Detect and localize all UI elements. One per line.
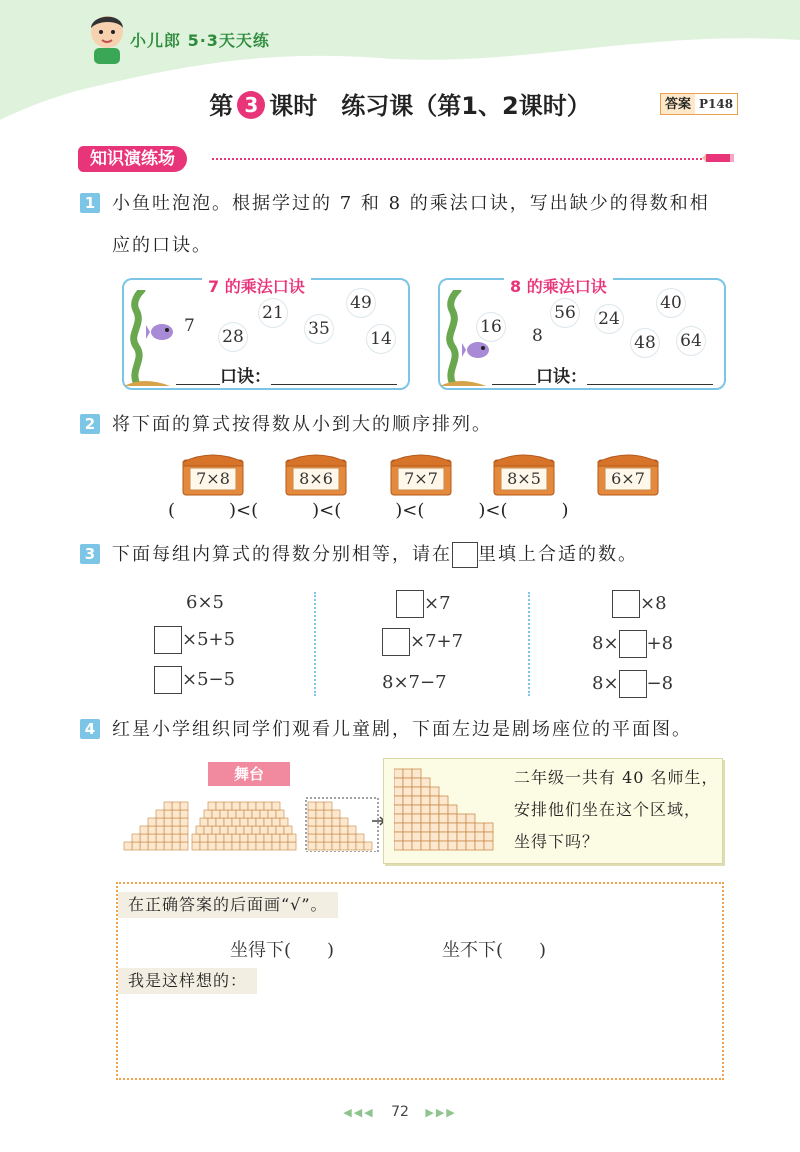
seat-cell (475, 841, 484, 850)
seat-cell (484, 832, 493, 841)
stage-label: 舞台 (208, 762, 290, 786)
seat-cell (421, 823, 430, 832)
boy-mascot-icon (82, 10, 132, 66)
bubble-8: 8 (532, 326, 543, 346)
g3-mid-post: +8 (646, 633, 674, 654)
bubble-48: 48 (630, 328, 660, 358)
section-label: 知识演练场 (78, 146, 187, 172)
bubble-56: 56 (550, 298, 580, 328)
g3-top-row (612, 590, 667, 618)
seat-cell (394, 814, 403, 823)
right-arrows-icon: ▶▶▶ (425, 1106, 457, 1119)
section-divider (212, 158, 702, 160)
koujue-label: 口诀： (220, 367, 271, 387)
panel-7-title: 7 的乘法口诀 (202, 274, 311, 297)
reasoning-writing-area[interactable] (126, 1002, 710, 1070)
seat-cell (412, 769, 421, 778)
g1-bot-expr: ×5−5 (182, 669, 236, 690)
answer-reference-badge (660, 93, 738, 115)
seat-cell (412, 796, 421, 805)
question-number-2: 2 (80, 414, 100, 434)
q1-text-line2: 应的口诀。 (112, 235, 212, 256)
answer-box[interactable] (154, 666, 182, 694)
seat-cell (439, 823, 448, 832)
g1-mid-row (154, 626, 235, 654)
seat-cell (412, 832, 421, 841)
g3-mid-pre: 8× (592, 633, 619, 654)
question-number-3: 3 (80, 544, 100, 564)
seat-cell (412, 814, 421, 823)
seat-cell (394, 805, 403, 814)
panel-8-table (438, 278, 726, 390)
bubble-35: 35 (304, 314, 334, 344)
bubble-14: 14 (366, 324, 396, 354)
answer-blank[interactable] (176, 366, 220, 385)
seat-cell (403, 787, 412, 796)
bubble-40: 40 (656, 288, 686, 318)
seat-cell (448, 841, 457, 850)
panel-8-title: 8 的乘法口诀 (504, 274, 613, 297)
seat-cell (484, 841, 493, 850)
answer-box[interactable] (612, 590, 640, 618)
answer-box[interactable] (382, 628, 410, 656)
koujue-blank[interactable] (587, 366, 713, 385)
brand-title: 小儿郎 5·3天天练 (130, 31, 270, 50)
g2-top-row (396, 590, 451, 618)
seat-cell (394, 841, 403, 850)
seat-cell (448, 814, 457, 823)
title-prefix: 第 (209, 92, 234, 120)
bubble-21: 21 (258, 298, 288, 328)
seat-cell (412, 805, 421, 814)
left-arrows-icon: ◀◀◀ (343, 1106, 375, 1119)
seat-cell (412, 787, 421, 796)
question-number-4: 4 (80, 719, 100, 739)
treasure-chest (285, 452, 347, 500)
g1-top-expr: 6×5 (186, 592, 224, 613)
answer-label: 答案 (665, 97, 692, 112)
seat-cell (430, 787, 439, 796)
seat-block-right (308, 802, 372, 850)
seat-cell (394, 796, 403, 805)
koujue-blank[interactable] (271, 366, 397, 385)
lesson-number-badge: 3 (237, 91, 265, 119)
seat-cell (394, 778, 403, 787)
seat-cell (430, 841, 439, 850)
seat-cell (421, 787, 430, 796)
seat-cell (484, 823, 493, 832)
seat-cell (439, 796, 448, 805)
q4-text: 红星小学组织同学们观看儿童剧，下面左边是剧场座位的平面图。 (112, 719, 692, 740)
question-note-card (383, 758, 723, 864)
seat-cell (466, 841, 475, 850)
seat-block-center (192, 802, 296, 850)
g3-mid-row (592, 630, 673, 658)
treasure-chest (597, 452, 659, 500)
seat-cell (448, 832, 457, 841)
g3-bot-row (592, 670, 673, 698)
question-number-1: 1 (80, 193, 100, 213)
q2-text: 将下面的算式按得数从小到大的顺序排列。 (112, 414, 492, 435)
seat-cell (421, 841, 430, 850)
g2-mid-row (382, 628, 463, 656)
seat-cell (430, 814, 439, 823)
seat-cell (448, 805, 457, 814)
bubble-28: 28 (218, 322, 248, 352)
seat-cell (466, 814, 475, 823)
chest-expression: 8×6 (299, 469, 333, 488)
seat-cell (403, 778, 412, 787)
g2-mid-expr: ×7+7 (410, 631, 464, 652)
bubble-24: 24 (594, 304, 624, 334)
seat-block-left (124, 802, 188, 850)
seat-cell (421, 814, 430, 823)
seat-cell (439, 841, 448, 850)
seat-cell (430, 796, 439, 805)
page-footer (0, 1104, 800, 1120)
bubble-49: 49 (346, 288, 376, 318)
seat-cell (421, 832, 430, 841)
answer-box[interactable] (154, 626, 182, 654)
option-cannot-sit[interactable]: 坐不下( ) (442, 940, 547, 961)
bubble-7: 7 (184, 316, 195, 336)
seat-cell (403, 814, 412, 823)
answer-area (116, 882, 724, 1080)
seat-cell (430, 823, 439, 832)
panel-8-koujue-row (492, 362, 713, 387)
answer-blank[interactable] (492, 366, 536, 385)
seat-cell (439, 832, 448, 841)
q3-text-before: 下面每组内算式的得数分别相等，请在 (112, 544, 452, 565)
answer-box[interactable] (396, 590, 424, 618)
g2-top-expr: ×7 (424, 593, 451, 614)
seat-cell (394, 823, 403, 832)
q3-text (112, 540, 638, 568)
chest-expression: 7×7 (404, 469, 438, 488)
seat-cell (421, 778, 430, 787)
fish-icon (146, 320, 176, 344)
koujue-label: 口诀： (536, 367, 587, 387)
seat-cell (394, 787, 403, 796)
seat-cell (457, 841, 466, 850)
reasoning-ribbon: 我是这样想的： (118, 968, 257, 994)
seat-cell (457, 814, 466, 823)
g3-top-expr: ×8 (640, 593, 667, 614)
group-divider (314, 592, 316, 696)
g1-mid-expr: ×5+5 (182, 629, 236, 650)
bubble-16: 16 (476, 312, 506, 342)
g1-bot-row (154, 666, 235, 694)
seat-cell (457, 823, 466, 832)
treasure-chest (390, 452, 452, 500)
g2-bot-expr: 8×7−7 (382, 672, 447, 693)
answer-box[interactable] (619, 630, 647, 658)
seat-cell (394, 832, 403, 841)
seat-cell (475, 823, 484, 832)
theater-seat-map (120, 794, 382, 852)
q1-text-line1: 小鱼吐泡泡。根据学过的 7 和 8 的乘法口诀，写出缺少的得数和相 (112, 193, 710, 214)
seat-region-grid (394, 765, 496, 857)
answer-page: P148 (695, 94, 737, 114)
pencil-icon (702, 153, 734, 163)
seat-cell (439, 805, 448, 814)
seat-cell (430, 832, 439, 841)
seat-cell (466, 823, 475, 832)
note-line-2: 安排他们坐在这个区域， (514, 800, 702, 819)
seat-cell (421, 796, 430, 805)
chest-expression: 7×8 (196, 469, 230, 488)
seat-cell (466, 832, 475, 841)
seat-cell (394, 769, 403, 778)
seat-cell (403, 796, 412, 805)
seat-cell (412, 841, 421, 850)
note-line-1: 二年级一共有 40 名师生， (514, 768, 719, 787)
treasure-chest (493, 452, 555, 500)
option-can-sit[interactable]: 坐得下( ) (230, 940, 335, 961)
chest-expression: 6×7 (611, 469, 645, 488)
chest-expression: 8×5 (507, 469, 541, 488)
page-number: 72 (391, 1104, 409, 1120)
seat-cell (430, 805, 439, 814)
g3-bot-pre: 8× (592, 673, 619, 694)
panel-7-koujue-row (176, 362, 397, 387)
seat-cell (439, 814, 448, 823)
seat-cell (448, 823, 457, 832)
instruction-ribbon: 在正确答案的后面画“√”。 (118, 892, 338, 918)
answer-box[interactable] (619, 670, 647, 698)
g3-bot-post: −8 (646, 673, 674, 694)
seat-cell (403, 805, 412, 814)
q3-text-after: 里填上合适的数。 (478, 544, 638, 565)
empty-box-icon (452, 542, 478, 568)
title-suffix: 课时 练习课（第1、2课时） (269, 92, 591, 120)
seat-cell (403, 769, 412, 778)
seat-cell (457, 832, 466, 841)
seat-cell (412, 823, 421, 832)
note-line-3: 坐得下吗？ (514, 832, 600, 851)
seat-cell (403, 841, 412, 850)
seat-cell (475, 832, 484, 841)
panel-7-table (122, 278, 410, 390)
seat-cell (421, 805, 430, 814)
treasure-chest (182, 452, 244, 500)
seat-cell (403, 832, 412, 841)
seat-cell (412, 778, 421, 787)
seat-cell (403, 823, 412, 832)
ordering-blanks[interactable]: ( )<( )<( )<( )<( ) (168, 500, 569, 521)
bubble-64: 64 (676, 326, 706, 356)
group-divider (528, 592, 530, 696)
